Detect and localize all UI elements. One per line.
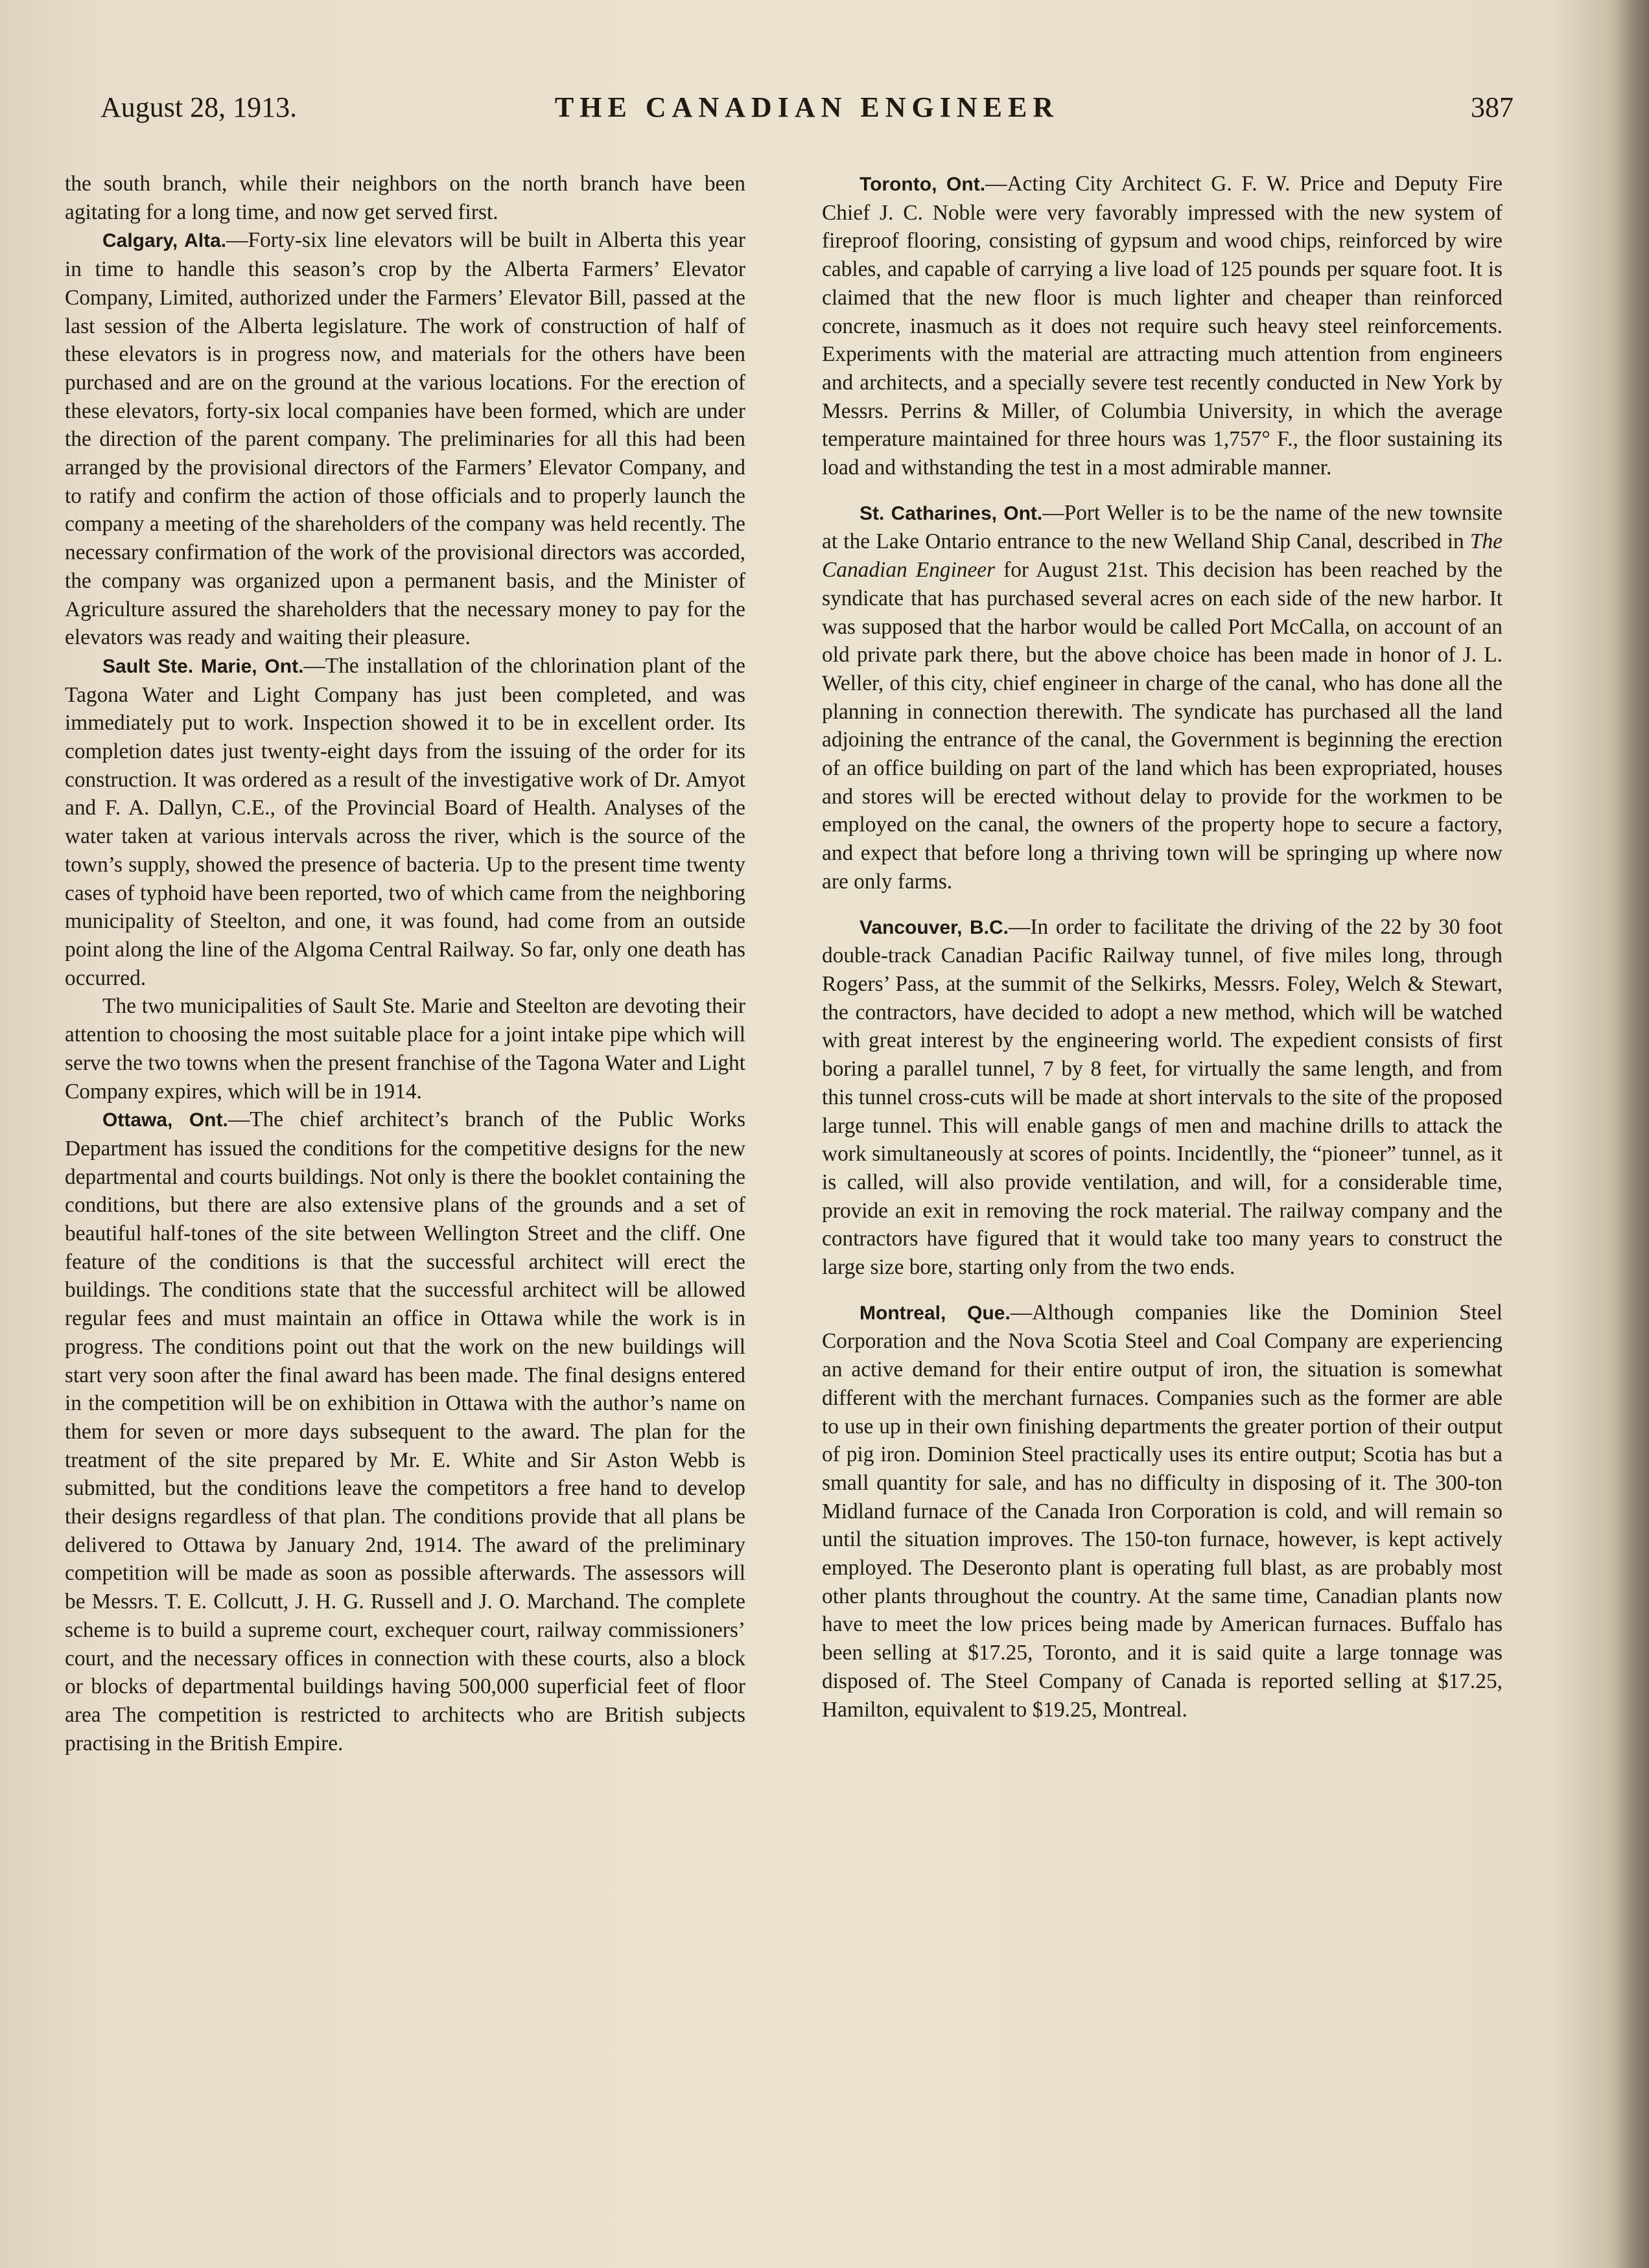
place-heading: St. Catharines, Ont. — [860, 502, 1043, 524]
paragraph-text: The two municipalities of Sault Ste. Marie and Steelton are devoting their attention to choosing the most suitable place for a joint intake pipe which will serve the two towns when the present franchise of the Tagona Water and Light Company expires, which will be in 1914. — [65, 994, 745, 1104]
paragraph-text: —The installation of the chlorination plant of the Tagona Water and Light Company has just been completed, and was immediately put to work. Inspection showed it to be in excellent order. Its completion dates just twenty-eight days from the issuing of the order for its construction. It was ordered as a result of the investigative work of Dr. Amyot and F. A. Dallyn, C.E., of the Provincial Board of Health. Analyses of the water taken at various intervals across the river, which is the source of the town’s supply, showed the presence of bacteria. Up to the present time twenty cases of typhoid have been reported, two of which came from the neighboring municipality of Steelton, and one, it was found, had come from an outside point along the line of the Algoma Central Railway. So far, only one death has occurred. — [65, 653, 745, 990]
paragraph-text: —Acting City Architect G. F. W. Price and Deputy Fire Chief J. C. Noble were very favorably impressed with the new system of fireproof flooring, consisting of gypsum and wood chips, reinforced by wire cables, and capable of carrying a live load of 125 pounds per square foot. It is claimed that the new floor is much lighter and cheaper than reinforced concrete, inasmuch as it does not require such heavy steel reinforcements. Experiments with the material are attracting much attention from engineers and architects, and a specially severe test recently conducted in New York by Messrs. Perrins & Miller, of Columbia University, in which the average temperature maintained for three hours was 1,757° F., the floor sustaining its load and withstanding the test in a most admirable manner. — [822, 172, 1503, 480]
binding-shadow — [1610, 0, 1649, 2268]
right-column — [822, 170, 1503, 1724]
paragraph-text: —In order to facilitate the driving of the 22 by 30 foot double-track Canadian Pacific Railway tunnel, of five miles long, through Rogers’ Pass, at the summit of the Selkirks, Messrs. Foley, Welch & Stewart, the contractors, have decided to adopt a new method, which will be watched with great interest by the engineering world. The expedient consists of first boring a parallel tunnel, 7 by 8 feet, for virtually the same length, and from this tunnel cross-cuts will be made at short intervals to the site of the proposed large tunnel. This will enable gangs of men and machine drills to attack the work simultaneously at scores of points. Incidentlly, the “pioneer” tunnel, as it is called, will also provide ventilation, and will, for a considerable time, provide an exit in removing the rock material. The railway company and the contractors have figured that it would take too many years to construct the large size bore, starting only from the two ends. — [822, 914, 1503, 1280]
issue-date: August 28, 1913. — [100, 91, 298, 123]
news-item-toronto — [822, 170, 1503, 482]
paragraph-text: —Forty-six line elevators will be built in Alberta this year in time to handle this season’s crop by the Alberta Farmers’ Elevator Company, Limited, authorized under the Farmers’ Elevator Bill, passed at the last session of the Alberta legislature. The work of construction of half of these elevators is in progress now, and materials for the others have been purchased and are on the ground at the various locations. For the erection of these elevators, forty-six local companies have been formed, which are under the direction of the parent company. The preliminaries for all this had been arranged by the provisional directors of the Farmers’ Elevator Company, and to ratify and confirm the action of those officials and to properly launch the company a meeting of the shareholders of the company was held recently. The necessary confirmation of the work of the provisional directors was accorded, the company was organized upon a permanent basis, and the Minister of Agriculture assured the shareholders that the necessary money to pay for the elevators was ready and waiting their pleasure. — [65, 228, 745, 650]
article-paragraph — [65, 170, 745, 226]
publication-title: THE CANADIAN ENGINEER — [554, 91, 1060, 123]
news-item-montreal — [822, 1299, 1503, 1724]
publication-reference: The Canadian Engineer — [822, 529, 1503, 583]
news-item-vancouver — [822, 913, 1503, 1282]
paragraph-text: the south branch, while their neighbors on the north branch have been agitating for a long time, and now get served first. — [65, 172, 745, 224]
place-heading: Montreal, Que. — [860, 1302, 1011, 1324]
page-number: 387 — [1471, 91, 1514, 123]
place-heading: Vancouver, B.C. — [860, 916, 1009, 938]
news-item-sault-ste-marie — [65, 652, 745, 992]
place-heading: Sault Ste. Marie, Ont. — [102, 655, 304, 677]
news-item-ottawa — [65, 1105, 745, 1757]
article-paragraph — [65, 992, 745, 1105]
paragraph-text: for August 21st. This decision has been reached by the syndicate that has purchased several acres on each side of the new harbor. It was supposed that the harbor would be called Port McCalla, on account of an old private park there, but the above choice has been made in honor of J. L. Weller, of this city, chief engineer in charge of the canal, who has done all the planning in connection therewith. The syndicate has purchased all the land adjoining the entrance of the canal, the Government is beginning the erection of an office building on part of the land which has been expropriated, houses and stores will be erected without delay to provide for the workmen to be employed on the canal, the owners of the property hope to secure a factory, and expect that before long a thriving town will be springing up where now are only farms. — [822, 558, 1503, 894]
paragraph-text: —Although companies like the Dominion Steel Corporation and the Nova Scotia Steel and Coal Company are experiencing an active demand for their entire output of iron, the situation is somewhat different with the merchant furnaces. Companies such as the former are able to use up in their own finishing departments the greater portion of their output of pig iron. Dominion Steel practically uses its entire output; Scotia has but a small quantity for sale, and has no difficulty in disposing of it. The 300-ton Midland furnace of the Canada Iron Corporation is cold, and will remain so until the situation improves. The 150-ton furnace, however, is kept actively employed. The Deseronto plant is operating full blast, as are probably most other plants throughout the country. At the same time, Canadian plants now have to meet the low prices being made by American furnaces. Buffalo has been selling at $17.25, Toronto, and it is said quite a large tonnage was disposed of. The Steel Company of Canada is reported selling at $17.25, Hamilton, equivalent to $19.25, Montreal. — [822, 1300, 1503, 1722]
place-heading: Ottawa, Ont. — [102, 1109, 228, 1131]
place-heading: Toronto, Ont. — [860, 174, 986, 195]
page-header — [100, 91, 1514, 136]
news-item-calgary — [65, 226, 745, 652]
paragraph-text: —The chief architect’s branch of the Public Works Department has issued the conditions for the competitive designs for the new departmental and courts buildings. Not only is there the booklet containing the conditions, but there are also extensive plans of the grounds and a set of beautiful half-tones of the site between Wellington Street and the cliff. One feature of the conditions is that the successful architect will erect the buildings. The conditions state that the successful architect will be allowed regular fees and must maintain an office in Ottawa while the work is in progress. The conditions point out that the work on the new buildings will start very soon after the final award has been made. The final designs entered in the competition will be on exhibition in Ottawa with the author’s name on them for seven or more days subsequent to the award. The plan for the treatment of the site prepared by Mr. E. White and Sir Aston Webb is submitted, but the conditions leave the competitors a free hand to develop their designs regardless of that plan. The conditions provide that all plans be delivered to Ottawa by January 2nd, 1914. The award of the preliminary competition will be made as soon as possible afterwards. The assessors will be Messrs. T. E. Collcutt, J. H. G. Russell and J. O. Marchand. The complete scheme is to build a supreme court, exchequer court, railway commissioners’ court, and the necessary offices in connection with these courts, also a block or blocks of departmental buildings having 500,000 superficial feet of floor area The competition is restricted to architects who are British subjects practising in the British Empire. — [65, 1107, 745, 1755]
left-column — [65, 170, 745, 1757]
news-item-st-catharines — [822, 499, 1503, 896]
paragraph-text: —Port Weller is to be the name of the new townsite at the Lake Ontario entrance to the new Welland Ship Canal, described in — [822, 500, 1503, 554]
place-heading: Calgary, Alta. — [102, 230, 227, 252]
